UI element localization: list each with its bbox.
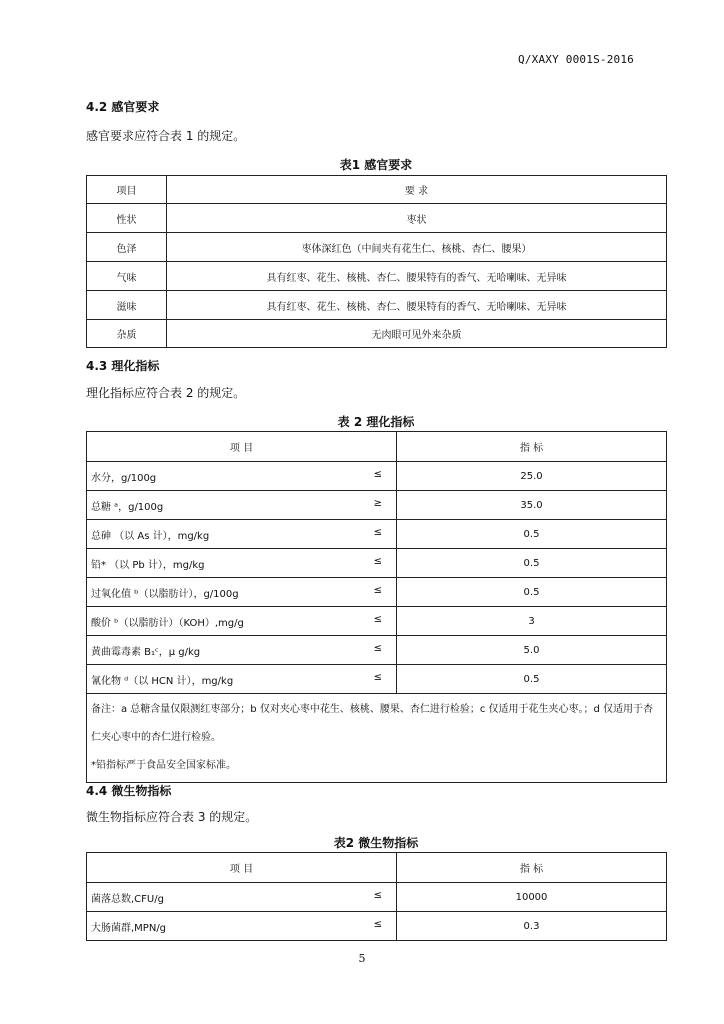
row-item [87, 578, 397, 607]
row-item-label: 大肠菌群,MPN/g [91, 922, 167, 934]
row-comparator: ≤ [373, 918, 382, 930]
row-item: 杂质 [87, 320, 167, 348]
row-item [87, 636, 397, 665]
table-note-lead: *铅指标严于食品安全国家标准。 [91, 760, 236, 771]
section-heading-4-4: 4.4 微生物指标 [86, 784, 172, 798]
row-requirement: 具有红枣、花生、核桃、杏仁、腰果特有的香气、无哈喇味、无异味 [167, 262, 667, 291]
row-value: 0.5 [397, 578, 667, 607]
table-header-item: 项 目 [87, 853, 397, 883]
row-comparator: ≤ [373, 555, 382, 567]
table-row [87, 233, 667, 262]
row-item [87, 607, 397, 636]
table-header-index: 指 标 [397, 432, 667, 462]
row-value: 10000 [397, 883, 667, 912]
row-value: 0.5 [397, 665, 667, 694]
row-item-label: 菌落总数,CFU/g [91, 893, 164, 905]
row-item [87, 462, 397, 491]
row-requirement: 具有红枣、花生、核桃、杏仁、腰果特有的香气、无哈喇味、无异味 [167, 291, 667, 320]
table-row [87, 204, 667, 233]
table-row [87, 607, 667, 636]
section-intro-4-4: 微生物指标应符合表 3 的规定。 [86, 810, 258, 824]
table-row [87, 491, 667, 520]
table-note [87, 694, 667, 783]
table-row [87, 462, 667, 491]
row-value: 0.5 [397, 549, 667, 578]
table-header-index: 指 标 [397, 853, 667, 883]
table-row [87, 912, 667, 941]
table-header-item: 项 目 [87, 432, 397, 462]
row-value: 3 [397, 607, 667, 636]
row-item-label: 酸价 ᵇ（以脂肪计）（KOH）,mg/g [91, 617, 244, 629]
row-item [87, 883, 397, 912]
row-item-label: 氰化物 ᵈ（以 HCN 计），mg/kg [91, 675, 234, 687]
table2-caption: 表 2 理化指标 [337, 415, 415, 429]
row-requirement: 无肉眼可见外来杂质 [167, 320, 667, 348]
row-comparator: ≤ [373, 613, 382, 625]
section-heading-4-3: 4.3 理化指标 [86, 359, 160, 373]
row-item: 气味 [87, 262, 167, 291]
row-value: 0.3 [397, 912, 667, 941]
microbiological-table [86, 852, 667, 941]
section-intro-4-3: 理化指标应符合表 2 的规定。 [86, 386, 246, 400]
table-row [87, 883, 667, 912]
row-item: 性状 [87, 204, 167, 233]
row-item-label: 总砷 （以 As 计），mg/kg [91, 530, 210, 542]
row-item-label: 过氧化值 ᵇ（以脂肪计），g/100g [91, 588, 239, 600]
row-item [87, 491, 397, 520]
physicochemical-table [86, 431, 667, 783]
table-header-requirement: 要 求 [167, 176, 667, 204]
row-item [87, 520, 397, 549]
row-item-label: 铅* （以 Pb 计），mg/kg [91, 559, 205, 571]
section-heading-4-2: 4.2 感官要求 [86, 100, 160, 114]
document-id: Q/XAXY 0001S-2016 [518, 53, 634, 66]
table-row [87, 262, 667, 291]
row-item-label: 总糖 ᵃ，g/100g [91, 501, 164, 513]
row-value: 5.0 [397, 636, 667, 665]
table1-caption: 表1 感官要求 [339, 158, 413, 172]
table-row [87, 520, 667, 549]
row-item [87, 912, 397, 941]
row-item [87, 549, 397, 578]
row-item [87, 665, 397, 694]
row-value: 0.5 [397, 520, 667, 549]
row-comparator: ≤ [373, 642, 382, 654]
table-row [87, 291, 667, 320]
row-item: 色泽 [87, 233, 167, 262]
row-value: 35.0 [397, 491, 667, 520]
row-item: 滋味 [87, 291, 167, 320]
row-comparator: ≥ [373, 497, 382, 509]
row-value: 25.0 [397, 462, 667, 491]
row-requirement: 枣体深红色（中间夹有花生仁、核桃、杏仁、腰果） [167, 233, 667, 262]
row-item-label: 水分，g/100g [91, 472, 157, 484]
row-item-label: 黄曲霉毒素 B₁ᶜ，μ g/kg [91, 646, 201, 658]
row-requirement: 枣状 [167, 204, 667, 233]
row-comparator: ≤ [373, 671, 382, 683]
row-comparator: ≤ [373, 468, 382, 480]
table-header-item: 项目 [87, 176, 167, 204]
table-row [87, 549, 667, 578]
table3-caption: 表2 微生物指标 [333, 836, 419, 850]
page-number: 5 [358, 952, 366, 965]
row-comparator: ≤ [373, 526, 382, 538]
table-note-footnotes: 备注：a 总糖含量仅限测红枣部分；b 仅对夹心枣中花生、核桃、腰果、杏仁进行检验；c 仅适用于花生夹心枣。；d 仅适用于杏仁夹心枣中的杏仁进行检验。 [91, 704, 654, 743]
row-comparator: ≤ [373, 584, 382, 596]
table-row [87, 578, 667, 607]
sensory-table [86, 175, 667, 348]
table-row [87, 320, 667, 348]
table-row [87, 665, 667, 694]
table-row [87, 636, 667, 665]
section-intro-4-2: 感官要求应符合表 1 的规定。 [86, 129, 246, 143]
row-comparator: ≤ [373, 889, 382, 901]
